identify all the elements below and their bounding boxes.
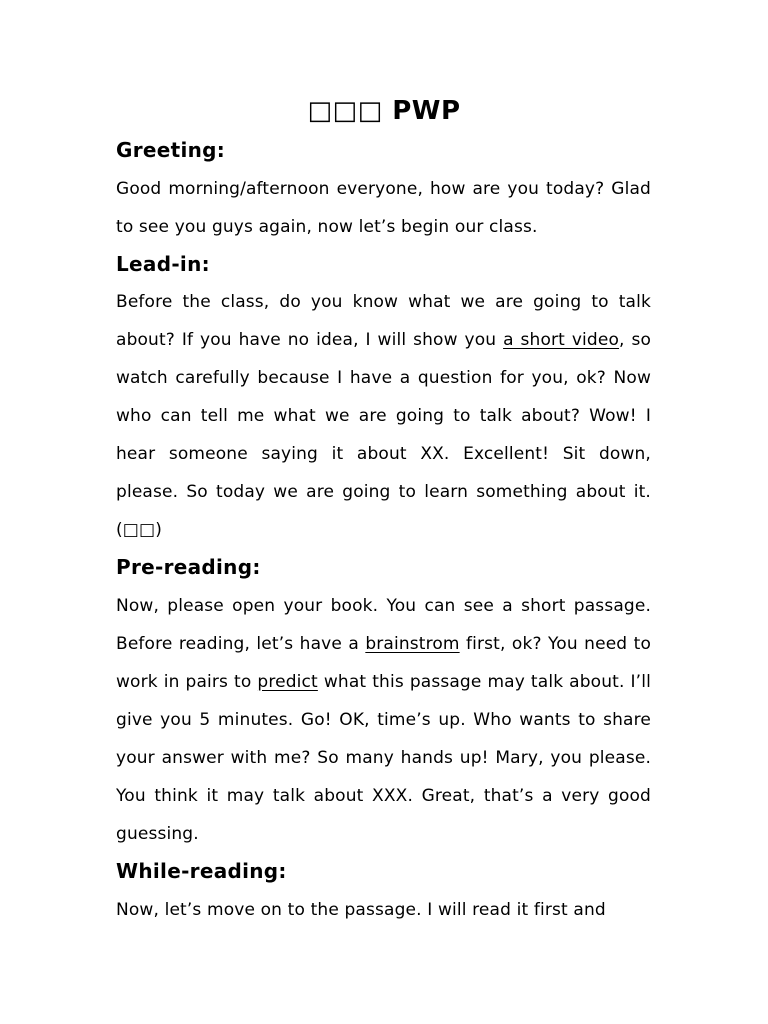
paragraph-text: what this passage may talk about. I’ll give you 5 minutes. Go! OK, time’s up. Who wants to share your answer with me? So many hands up! Mary, you please. You think it may talk about XXX. Great, that’s a very good guessing.: [116, 672, 651, 844]
section-heading-while-reading: While-reading:: [116, 859, 287, 883]
paragraph-text: , so watch carefully because I have a question for you, ok? Now who can tell me what we are going to talk about? Wow! I hear someone saying it about XX. Excellent! Sit down, please. So today we are going to learn something about it.(□□): [116, 330, 651, 540]
paragraph-text: first, ok? You need to work in pairs to: [116, 634, 651, 692]
section-paragraph-pre-reading: [116, 587, 651, 853]
paragraph-text: Now, please open your book. You can see a short passage. Before reading, let’s have a: [116, 596, 651, 654]
section-paragraph-lead-in: [116, 283, 651, 549]
section-heading-lead-in: Lead-in:: [116, 252, 210, 276]
section-paragraph-while-reading: [116, 891, 651, 929]
underlined-term-brainstrom: brainstrom: [365, 634, 460, 654]
section-heading-pre-reading: Pre-reading:: [116, 555, 261, 579]
paragraph-text: Now, let’s move on to the passage. I will read it first and: [116, 900, 606, 920]
paragraph-text: Good morning/afternoon everyone, how are you today? Glad to see you guys again, now let’s begin our class.: [116, 179, 651, 237]
underlined-term-short-video: a short video: [503, 330, 620, 350]
paragraph-text: Before the class, do you know what we are going to talk about? If you have no idea, I will show you: [116, 292, 651, 350]
section-heading-greeting: Greeting:: [116, 138, 226, 162]
section-paragraph-greeting: [116, 170, 651, 246]
underlined-term-predict: predict: [257, 672, 318, 692]
page-title: □□□ PWP: [307, 96, 461, 126]
